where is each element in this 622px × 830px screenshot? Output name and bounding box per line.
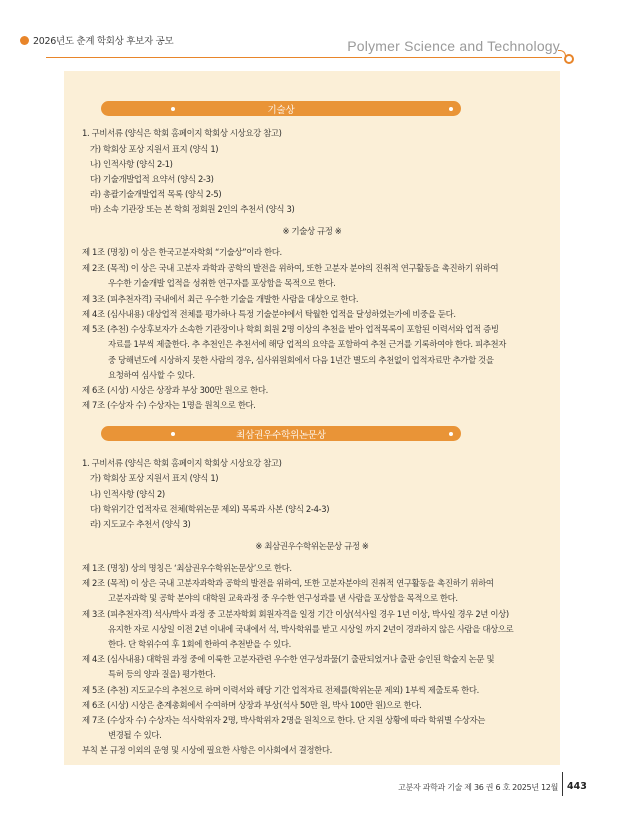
header-section-title: 2026년도 춘계 학회상 후보자 공모 xyxy=(33,36,174,47)
award2-rule-line: 부칙 본 규정 이외의 운영 및 시상에 필요한 사항은 이사회에서 결정한다. xyxy=(82,745,332,755)
page-number: 443 xyxy=(567,781,587,792)
award2-rule-line: 제 4조 (심사내용) 대학원 과정 중에 이룩한 고분자관련 우수한 연구성과물(기 출판되었거나 출판 승인된 학술지 논문 및 xyxy=(82,654,495,664)
award1-rule-line: 제 7조 (수상자 수) 수상자는 1명을 원칙으로 한다. xyxy=(82,400,256,410)
award2-rule-line: 고분자과학 및 공학 분야의 대학원 교육과정 중 우수한 연구성과를 낸 사람을 포상함을 목적으로 한다. xyxy=(108,593,458,603)
award1-rule-line: 자료를 1부씩 제출한다. 추 추천인은 추천서에 해당 업적의 요약을 포함하여 추천 근거를 기록하여야 한다. 피추천자 xyxy=(108,339,507,349)
award2-rule-line: 제 7조 (수상자 수) 수상자는 석사학위자 2명, 박사학위자 2명을 원칙으로 한다. 단 지원 상황에 따라 학위별 수상자는 xyxy=(82,715,485,725)
band-dot-right-icon xyxy=(449,432,453,436)
award1-rule-line: 요청하여 심사할 수 있다. xyxy=(108,370,195,380)
award2-doc-item: 다) 학위기간 업적자료 전체(학위논문 제외) 목록과 사본 (양식 2-4-3) xyxy=(90,504,330,514)
award1-doc-item: 가) 학회상 포상 지원서 표지 (양식 1) xyxy=(90,144,219,154)
award2-rule-line: 유지한 자로 시상일 이전 2년 이내에 국내에서 석, 박사학위를 받고 시상일 까지 2년이 경과하지 않은 사람을 대상으로 xyxy=(108,624,514,634)
award1-title-band xyxy=(101,101,461,116)
award1-doc-item: 다) 기술개발업적 요약서 (양식 2-3) xyxy=(90,174,214,184)
award1-rules-title: ※ 기술상 규정 ※ xyxy=(282,226,342,236)
header-ring-icon xyxy=(564,54,574,64)
award1-rule-line: 우수한 기술개발 업적을 성취한 연구자를 포상함을 목적으로 한다. xyxy=(108,278,336,288)
header-bullet-icon xyxy=(20,36,29,45)
award2-title: 최삼권우수학위논문상 xyxy=(236,430,326,441)
award1-docs-heading: 1. 구비서류 (양식은 학회 홈페이지 학회상 시상요강 참고) xyxy=(82,128,282,138)
header-journal-name: Polymer Science and Technology xyxy=(347,38,560,54)
award2-rule-line: 제 1조 (명칭) 상의 명칭은 ‘최삼권우수학위논문상’으로 한다. xyxy=(82,563,292,573)
award2-title-band xyxy=(101,426,461,441)
award1-rule-line: 제 1조 (명칭) 이 상은 한국고분자학회 “기술상”이라 한다. xyxy=(82,247,282,257)
award1-title: 기술상 xyxy=(267,105,295,116)
award2-doc-item: 라) 지도교수 추천서 (양식 3) xyxy=(90,519,191,529)
award2-rule-line: 특허 등의 양과 질을) 평가한다. xyxy=(108,669,216,679)
award2-rule-line: 제 2조 (목적) 이 상은 국내 고분자과학과 공학의 발전을 위하여, 또한 고분자분야의 진취적 연구활동을 촉진하기 위하여 xyxy=(82,578,494,588)
award1-rule-line: 제 3조 (피추천자격) 국내에서 최근 우수한 기술을 개발한 사람을 대상으로 한다. xyxy=(82,294,359,304)
footer-divider xyxy=(562,772,563,796)
header-divider xyxy=(46,57,562,58)
award1-rule-line: 제 6조 (시상) 시상은 상장과 부상 300만 원으로 한다. xyxy=(82,385,268,395)
award2-rules-title: ※ 최삼권우수학위논문상 규정 ※ xyxy=(255,541,369,551)
award2-doc-item: 가) 학회상 포상 지원서 표지 (양식 1) xyxy=(90,473,219,483)
award2-rule-line: 제 5조 (추천) 지도교수의 추천으로 하며 이력서와 해당 기간 업적자료 전체를(학위논문 제외) 1부씩 제출토록 한다. xyxy=(82,685,479,695)
award2-rule-line: 제 6조 (시상) 시상은 춘계총회에서 수여하며 상장과 부상(석사 50만 원, 박사 100만 원)으로 한다. xyxy=(82,700,422,710)
award2-rule-line: 제 3조 (피추천자격) 석사/박사 과정 중 고분자학회 회원자격을 일정 기간 이상(석사일 경우 1년 이상, 박사일 경우 2년 이상) xyxy=(82,609,509,619)
award2-doc-item: 나) 인적사항 (양식 2) xyxy=(90,489,165,499)
award1-rule-line: 제 4조 (심사내용) 대상업적 전체를 평가하나 특정 기술분야에서 탁월한 업적을 달성하였는가에 비중을 둔다. xyxy=(82,309,456,319)
award1-rule-line: 제 2조 (목적) 이 상은 국내 고분자 과학과 공학의 발전을 위하여, 또한 고분자 분야의 진취적 연구활동을 촉진하기 위하여 xyxy=(82,263,499,273)
footer-journal-info: 고분자 과학과 기술 제 36 권 6 호 2025년 12월 xyxy=(398,783,558,792)
band-dot-right-icon xyxy=(449,107,453,111)
award2-rule-line: 변경될 수 있다. xyxy=(108,730,162,740)
award1-rule-line: 중 당해년도에 시상하지 못한 사람의 경우, 심사위원회에서 다음 1년간 별도의 추천없이 업적자료만 추가할 것을 xyxy=(108,355,494,365)
award1-rule-line: 제 5조 (추천) 수상후보자가 소속한 기관장이나 학회 회원 2명 이상의 추천을 받아 업적목록이 포함된 이력서와 업적 증빙 xyxy=(82,324,499,334)
award1-doc-item: 나) 인적사항 (양식 2-1) xyxy=(90,159,173,169)
award2-docs-heading: 1. 구비서류 (양식은 학회 홈페이지 학회상 시상요강 참고) xyxy=(82,458,282,468)
award1-doc-item: 마) 소속 기관장 또는 본 학회 정회원 2인의 추천서 (양식 3) xyxy=(90,204,295,214)
award2-rule-line: 한다. 단 학위수여 후 1회에 한하여 추천받을 수 있다. xyxy=(108,639,291,649)
award1-doc-item: 라) 총괄기술개발업적 목록 (양식 2-5) xyxy=(90,189,222,199)
